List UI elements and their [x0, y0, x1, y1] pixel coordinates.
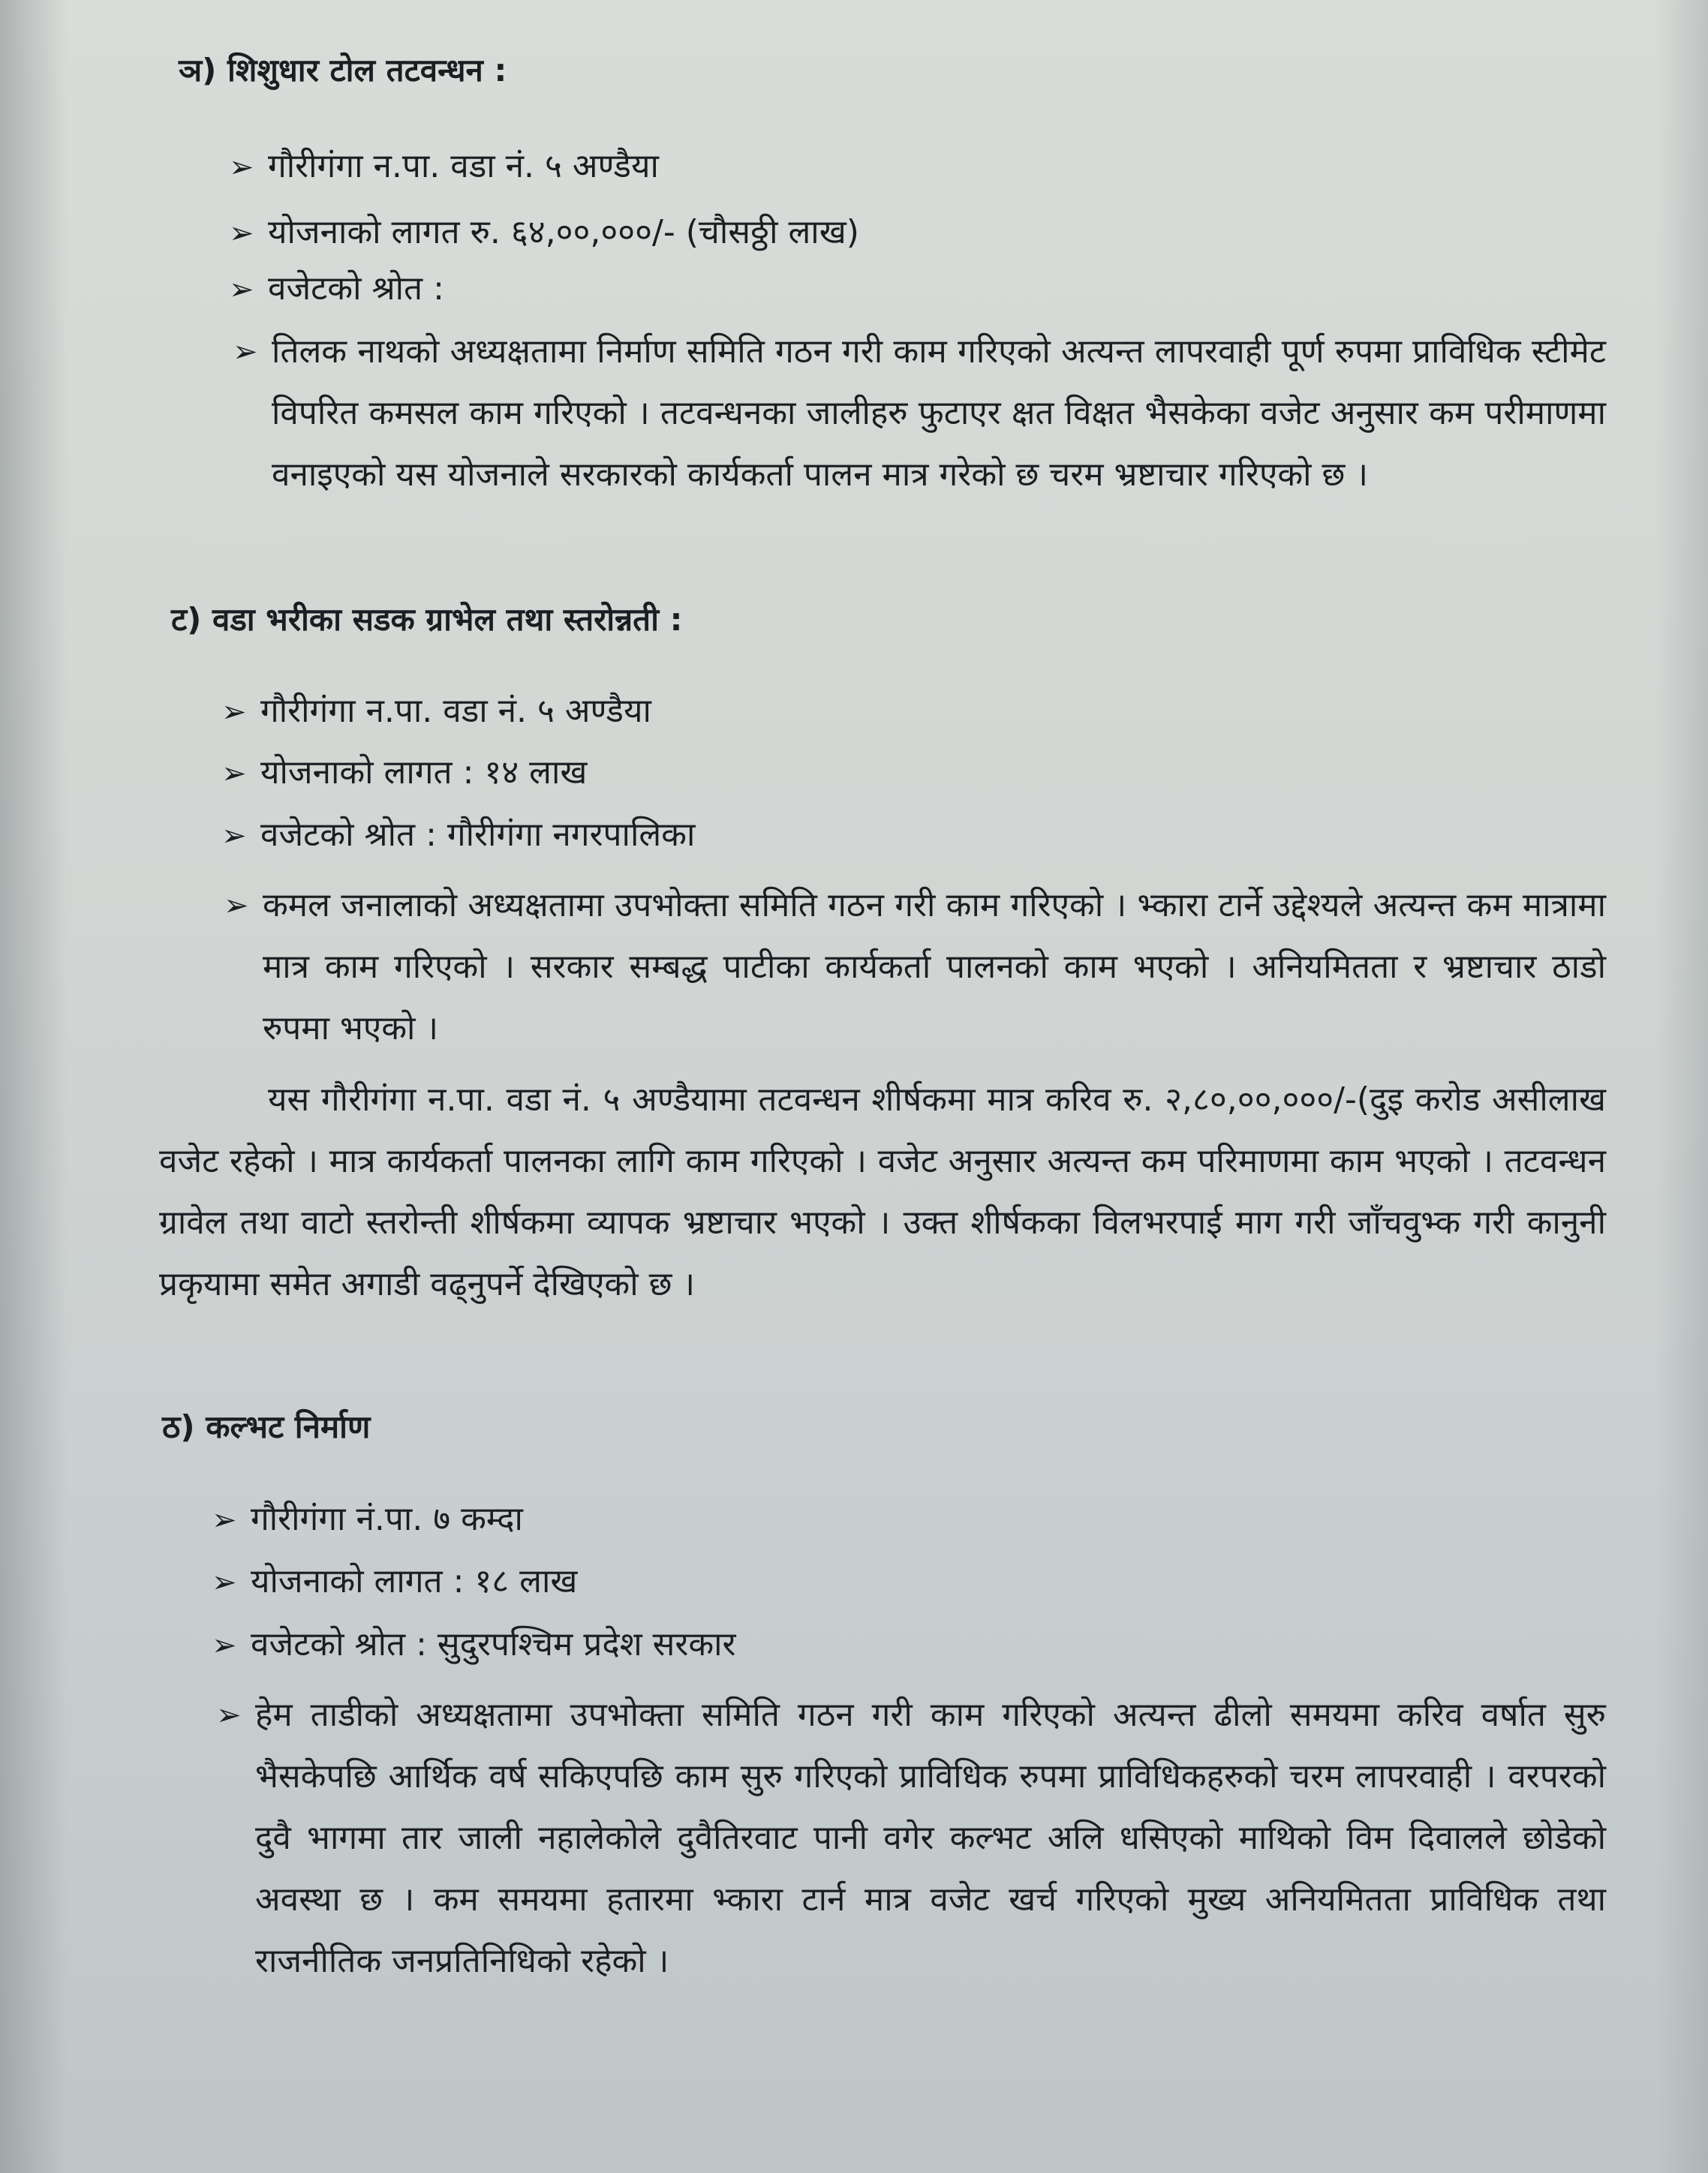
list-item: ➢ गौरीगंगा नं.पा. ७ कम्दा: [212, 1489, 523, 1550]
list-item: ➢ गौरीगंगा न.पा. वडा नं. ५ अण्डैया: [221, 681, 651, 742]
list-item: ➢ योजनाको लागत : १४ लाख: [221, 743, 587, 804]
page-shadow-right: [1655, 0, 1708, 2173]
list-item: ➢ वजेटको श्रोत : सुदुरपश्चिम प्रदेश सरकार: [212, 1615, 736, 1676]
list-item: ➢ योजनाको लागत : १८ लाख: [212, 1552, 577, 1612]
section-heading-road-gravel: ट) वडा भरीका सडक ग्राभेल तथा स्तरोन्नती :: [171, 601, 683, 638]
summary-paragraph: यस गौरीगंगा न.पा. वडा नं. ५ अण्डैयामा तटवन्धन शीर्षकमा मात्र करिव रु. २,८०,००,०००/-(दुइ करोड असीलाख वजेट रहेको । मात्र कार्यकर्ता पालनका लागि काम गरिएको । वजेट अनुसार अत्यन्त कम परिमाणमा काम भएको । तटवन्धन ग्रावेल तथा वाटो स्तरोन्ती शीर्षकमा व्यापक भ्रष्टाचार भएको । उक्त शीर्षकका विलभरपाई माग गरी जाँचवुभ्क गरी कानुनी प्रकृयामा समेत अगाडी वढ्नुपर्ने देखिएको छ ।: [159, 1080, 1606, 1303]
bullet-arrow-icon: ➢: [212, 1565, 237, 1600]
bullet-arrow-icon: ➢: [216, 1698, 242, 1733]
section-heading-shishudhar: ञ) शिशुधार टोल तटवन्धन :: [179, 52, 507, 89]
list-item-description: ➢ तिलक नाथको अध्यक्षतामा निर्माण समिति गठन गरी काम गरिएको अत्यन्त लापरवाही पूर्ण रुपमा प्राविधिक स्टीमेट विपरित कमसल काम गरिएको । तटवन्धनका जालीहरु फुटाएर क्षत विक्षत भैसकेका वजेट अनुसार कम परीमाणमा वनाइएको यस योजनाले सरकारको कार्यकर्ता पालन मात्र गरेको छ चरम भ्रष्टाचार गरिएको छ ।: [272, 321, 1606, 506]
bullet-arrow-icon: ➢: [221, 756, 247, 791]
bullet-arrow-icon: ➢: [229, 150, 254, 185]
bullet-arrow-icon: ➢: [224, 888, 249, 923]
list-item: ➢ वजेटको श्रोत :: [229, 259, 444, 320]
bullet-arrow-icon: ➢: [233, 335, 258, 369]
bullet-arrow-icon: ➢: [212, 1628, 237, 1663]
page-shadow-left: [0, 0, 68, 2173]
list-item-description: ➢ हेम ताडीको अध्यक्षतामा उपभोक्ता समिति गठन गरी काम गरिएको अत्यन्त ढीलो समयमा करिव वर्षात सुरु भैसकेपछि आर्थिक वर्ष सकिएपछि काम सुरु गरिएको प्राविधिक रुपमा प्राविधिकहरुको चरम लापरवाही । वरपरको दुवै भागमा तार जाली नहालेकोले दुवैतिरवाट पानी वगेर कल्भट अलि धसिएको माथिको विम दिवालले छोडेको अवस्था छ । कम समयमा हतारमा भ्कारा टार्न मात्र वजेट खर्च गरिएको मुख्य अनियमितता प्राविधिक तथा राजनीतिक जनप्रतिनिधिको रहेको ।: [255, 1685, 1606, 1992]
bullet-arrow-icon: ➢: [221, 695, 247, 729]
list-item-description: ➢ कमल जनालाको अध्यक्षतामा उपभोक्ता समिति गठन गरी काम गरिएको । भ्कारा टार्ने उद्देश्यले अत्यन्त कम मात्रामा मात्र काम गरिएको । सरकार सम्बद्ध पाटीका कार्यकर्ता पालनको काम भएको । अनियमितता र भ्रष्टाचार ठाडो रुपमा भएको ।: [263, 875, 1606, 1059]
list-item: ➢ वजेटको श्रोत : गौरीगंगा नगरपालिका: [221, 805, 695, 866]
bullet-arrow-icon: ➢: [229, 216, 254, 251]
section-heading-culvert: ठ) कल्भट निर्माण: [162, 1408, 371, 1445]
list-item: ➢ गौरीगंगा न.पा. वडा नं. ५ अण्डैया: [229, 137, 659, 197]
list-item: ➢ योजनाको लागत रु. ६४,००,०००/- (चौसठ्ठी लाख): [229, 203, 859, 263]
bullet-arrow-icon: ➢: [229, 272, 254, 307]
bullet-arrow-icon: ➢: [212, 1503, 237, 1537]
bullet-arrow-icon: ➢: [221, 819, 247, 853]
